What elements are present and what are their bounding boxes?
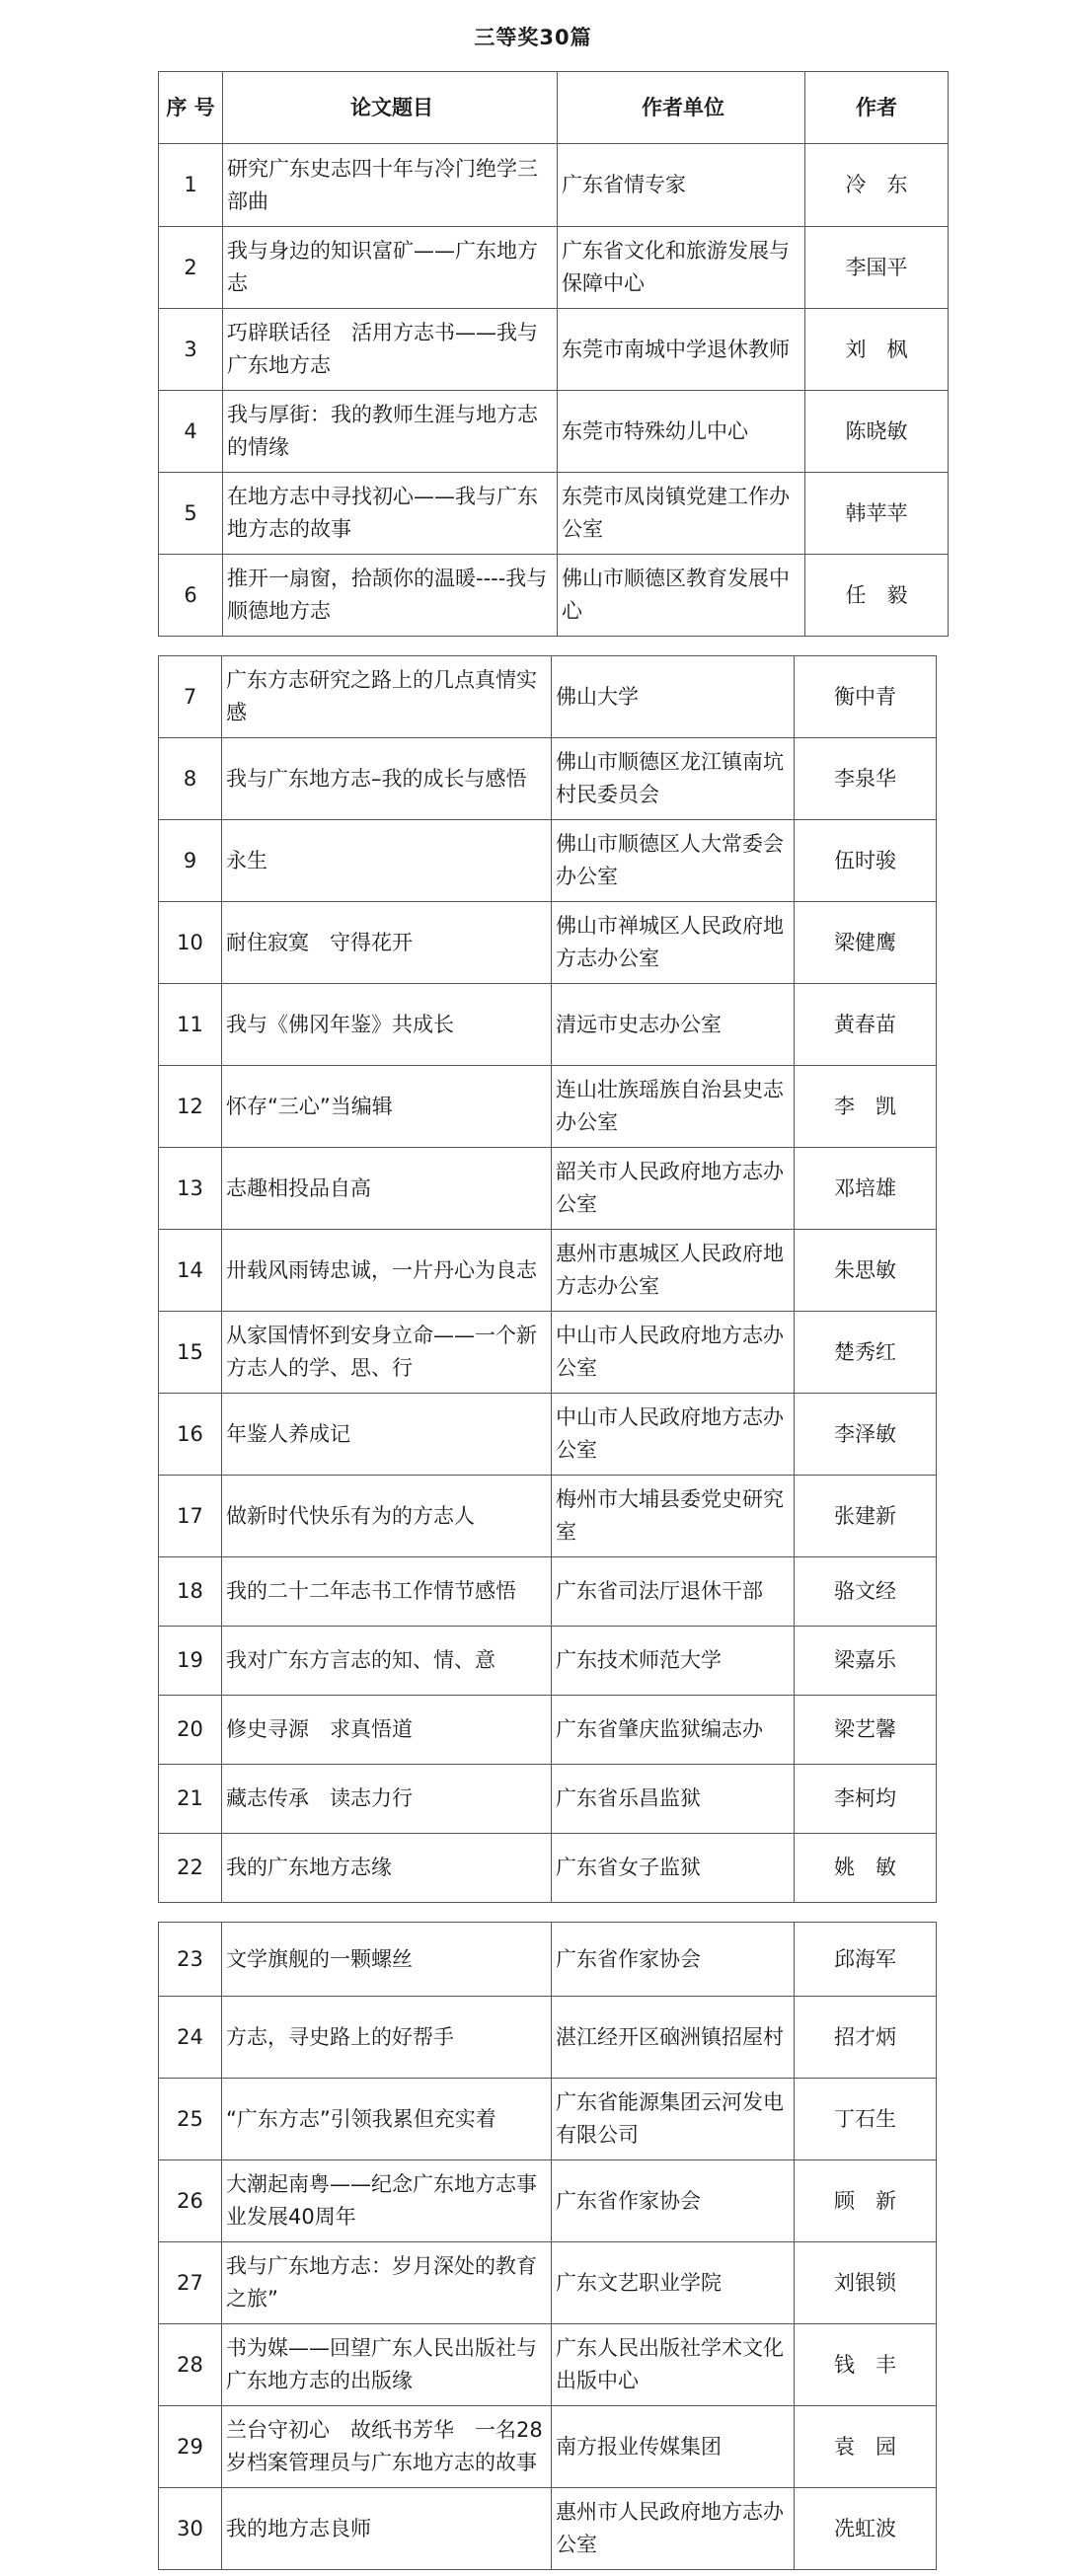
author-unit: 佛山市顺德区教育发展中心: [558, 555, 805, 637]
table-row: [159, 227, 949, 309]
author-name: 邱海军: [795, 1923, 937, 1997]
author-name: 楚秀红: [795, 1312, 937, 1394]
paper-title: 研究广东史志四十年与冷门绝学三部曲: [223, 144, 558, 227]
row-number: 6: [159, 555, 223, 637]
author-name: 姚 敏: [795, 1834, 937, 1903]
author-unit: 广东省女子监狱: [552, 1834, 795, 1903]
paper-title: 我的地方志良师: [222, 2488, 552, 2570]
table-row: [159, 656, 937, 738]
author-unit: 东莞市南城中学退休教师: [558, 309, 805, 391]
table-row: [159, 2160, 937, 2242]
table-row: [159, 1394, 937, 1476]
row-number: 8: [159, 738, 222, 820]
author-name: 刘银锁: [795, 2242, 937, 2324]
paper-title: 怀存“三心”当编辑: [222, 1066, 552, 1148]
paper-title: 巧辟联话径 活用方志书——我与广东地方志: [223, 309, 558, 391]
row-number: 2: [159, 227, 223, 309]
row-number: 9: [159, 820, 222, 902]
author-name: 梁嘉乐: [795, 1627, 937, 1696]
row-number: 26: [159, 2160, 222, 2242]
header-title: 论文题目: [223, 72, 558, 144]
author-name: 韩苹苹: [805, 473, 949, 555]
row-number: 5: [159, 473, 223, 555]
row-number: 4: [159, 391, 223, 473]
author-unit: 广东技术师范大学: [552, 1627, 795, 1696]
author-name: 李泉华: [795, 738, 937, 820]
row-number: 18: [159, 1557, 222, 1627]
row-number: 13: [159, 1148, 222, 1230]
author-name: 丁石生: [795, 2079, 937, 2160]
paper-title: 我与广东地方志：岁月深处的教育之旅”: [222, 2242, 552, 2324]
table-row: [159, 1066, 937, 1148]
author-unit: 广东人民出版社学术文化出版中心: [552, 2324, 795, 2406]
table-row: [159, 144, 949, 227]
author-unit: 广东省乐昌监狱: [552, 1765, 795, 1834]
row-number: 3: [159, 309, 223, 391]
paper-title: 藏志传承 读志力行: [222, 1765, 552, 1834]
paper-title: 文学旗舰的一颗螺丝: [222, 1923, 552, 1997]
paper-title: 我的二十二年志书工作情节感悟: [222, 1557, 552, 1627]
author-name: 梁健鹰: [795, 902, 937, 984]
author-name: 黄春苗: [795, 984, 937, 1066]
table-row: [159, 2079, 937, 2160]
author-unit: 连山壮族瑶族自治县史志办公室: [552, 1066, 795, 1148]
row-number: 27: [159, 2242, 222, 2324]
author-unit: 梅州市大埔县委党史研究室: [552, 1476, 795, 1557]
table-row: [159, 1834, 937, 1903]
award-table-part-2: [158, 655, 937, 1903]
paper-title: 我与《佛冈年鉴》共成长: [222, 984, 552, 1066]
author-name: 朱思敏: [795, 1230, 937, 1312]
row-number: 15: [159, 1312, 222, 1394]
author-unit: 湛江经开区硇洲镇招屋村: [552, 1997, 795, 2079]
header-unit: 作者单位: [558, 72, 805, 144]
table-row: [159, 1765, 937, 1834]
row-number: 7: [159, 656, 222, 738]
author-name: 伍时骏: [795, 820, 937, 902]
row-number: 24: [159, 1997, 222, 2079]
paper-title: 永生: [222, 820, 552, 902]
paper-title: 从家国情怀到安身立命——一个新方志人的学、思、行: [222, 1312, 552, 1394]
table-row: [159, 2242, 937, 2324]
table-row: [159, 1923, 937, 1997]
paper-title: 方志，寻史路上的好帮手: [222, 1997, 552, 2079]
table-row: [159, 309, 949, 391]
author-unit: 韶关市人民政府地方志办公室: [552, 1148, 795, 1230]
author-name: 袁 园: [795, 2406, 937, 2488]
row-number: 21: [159, 1765, 222, 1834]
row-number: 16: [159, 1394, 222, 1476]
table-row: [159, 738, 937, 820]
header-author: 作者: [805, 72, 949, 144]
paper-title: 推开一扇窗，拾颉你的温暖----我与顺德地方志: [223, 555, 558, 637]
author-name: 李 凯: [795, 1066, 937, 1148]
paper-title: 卅载风雨铸忠诚，一片丹心为良志: [222, 1230, 552, 1312]
table-row: [159, 984, 937, 1066]
author-name: 张建新: [795, 1476, 937, 1557]
author-name: 刘 枫: [805, 309, 949, 391]
award-table-part-1: [158, 71, 949, 637]
row-number: 20: [159, 1696, 222, 1765]
table-row: [159, 1312, 937, 1394]
table-row: [159, 1627, 937, 1696]
author-unit: 广东文艺职业学院: [552, 2242, 795, 2324]
author-name: 陈晓敏: [805, 391, 949, 473]
author-name: 衡中青: [795, 656, 937, 738]
paper-title: 修史寻源 求真悟道: [222, 1696, 552, 1765]
paper-title: 我对广东方言志的知、情、意: [222, 1627, 552, 1696]
paper-title: 志趣相投品自高: [222, 1148, 552, 1230]
table-row: [159, 1997, 937, 2079]
author-unit: 广东省作家协会: [552, 2160, 795, 2242]
author-unit: 中山市人民政府地方志办公室: [552, 1312, 795, 1394]
author-unit: 广东省文化和旅游发展与保障中心: [558, 227, 805, 309]
table-row: [159, 820, 937, 902]
paper-title: 年鉴人养成记: [222, 1394, 552, 1476]
table-header-row: [159, 72, 949, 144]
paper-title: 大潮起南粤——纪念广东地方志事业发展40周年: [222, 2160, 552, 2242]
table-row: [159, 1148, 937, 1230]
table-row: [159, 473, 949, 555]
table-row: [159, 2406, 937, 2488]
row-number: 23: [159, 1923, 222, 1997]
paper-title: 耐住寂寞 守得花开: [222, 902, 552, 984]
page-title: 三等奖30篇: [474, 26, 592, 49]
author-unit: 广东省能源集团云河发电有限公司: [552, 2079, 795, 2160]
author-name: 冷 东: [805, 144, 949, 227]
author-name: 冼虹波: [795, 2488, 937, 2570]
paper-title: 广东方志研究之路上的几点真情实感: [222, 656, 552, 738]
paper-title: 我与广东地方志–我的成长与感悟: [222, 738, 552, 820]
row-number: 14: [159, 1230, 222, 1312]
table-row: [159, 555, 949, 637]
award-table-part-3: [158, 1922, 937, 2570]
author-unit: 广东省作家协会: [552, 1923, 795, 1997]
author-unit: 惠州市惠城区人民政府地方志办公室: [552, 1230, 795, 1312]
table-row: [159, 391, 949, 473]
paper-title: 书为媒——回望广东人民出版社与广东地方志的出版缘: [222, 2324, 552, 2406]
paper-title: 兰台守初心 故纸书芳华 一名28岁档案管理员与广东地方志的故事: [222, 2406, 552, 2488]
author-name: 李柯均: [795, 1765, 937, 1834]
table-row: [159, 1230, 937, 1312]
table-row: [159, 1696, 937, 1765]
author-unit: 广东省司法厅退休干部: [552, 1557, 795, 1627]
paper-title: “广东方志”引领我累但充实着: [222, 2079, 552, 2160]
row-number: 1: [159, 144, 223, 227]
paper-title: 我与身边的知识富矿——广东地方志: [223, 227, 558, 309]
row-number: 30: [159, 2488, 222, 2570]
row-number: 19: [159, 1627, 222, 1696]
row-number: 17: [159, 1476, 222, 1557]
row-number: 25: [159, 2079, 222, 2160]
paper-title: 做新时代快乐有为的方志人: [222, 1476, 552, 1557]
author-unit: 佛山市顺德区龙江镇南坑村民委员会: [552, 738, 795, 820]
table-row: [159, 1557, 937, 1627]
table-row: [159, 902, 937, 984]
row-number: 11: [159, 984, 222, 1066]
author-unit: 广东省情专家: [558, 144, 805, 227]
row-number: 22: [159, 1834, 222, 1903]
row-number: 12: [159, 1066, 222, 1148]
author-unit: 佛山大学: [552, 656, 795, 738]
paper-title: 我与厚街：我的教师生涯与地方志的情缘: [223, 391, 558, 473]
author-unit: 佛山市顺德区人大常委会办公室: [552, 820, 795, 902]
author-name: 李泽敏: [795, 1394, 937, 1476]
author-name: 任 毅: [805, 555, 949, 637]
table-row: [159, 2324, 937, 2406]
paper-title: 在地方志中寻找初心——我与广东地方志的故事: [223, 473, 558, 555]
author-name: 邓培雄: [795, 1148, 937, 1230]
author-unit: 东莞市凤岗镇党建工作办公室: [558, 473, 805, 555]
author-unit: 南方报业传媒集团: [552, 2406, 795, 2488]
author-name: 李国平: [805, 227, 949, 309]
author-name: 钱 丰: [795, 2324, 937, 2406]
paper-title: 我的广东地方志缘: [222, 1834, 552, 1903]
row-number: 29: [159, 2406, 222, 2488]
author-unit: 惠州市人民政府地方志办公室: [552, 2488, 795, 2570]
author-unit: 佛山市禅城区人民政府地方志办公室: [552, 902, 795, 984]
author-unit: 清远市史志办公室: [552, 984, 795, 1066]
row-number: 10: [159, 902, 222, 984]
author-unit: 中山市人民政府地方志办公室: [552, 1394, 795, 1476]
author-unit: 东莞市特殊幼儿中心: [558, 391, 805, 473]
table-row: [159, 1476, 937, 1557]
author-name: 骆文经: [795, 1557, 937, 1627]
author-name: 招才炳: [795, 1997, 937, 2079]
author-name: 顾 新: [795, 2160, 937, 2242]
row-number: 28: [159, 2324, 222, 2406]
table-row: [159, 2488, 937, 2570]
author-name: 梁艺馨: [795, 1696, 937, 1765]
header-no: 序 号: [159, 72, 223, 144]
author-unit: 广东省肇庆监狱编志办: [552, 1696, 795, 1765]
